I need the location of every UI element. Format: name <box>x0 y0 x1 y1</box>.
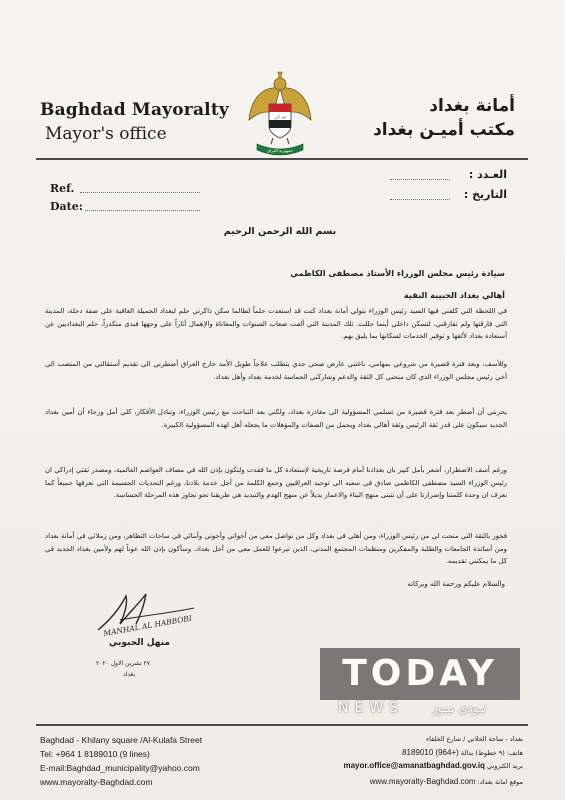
footer-website-ar-value[interactable]: www.mayoralty-Baghdad.com <box>369 777 476 786</box>
footer-rule <box>36 724 528 726</box>
footer-phone-en: Tel: +964 1 8189010 (9 lines) <box>40 749 150 759</box>
watermark-arabic: تـودي نيـوز <box>432 701 487 715</box>
emblem-text: جمهورية العراق <box>267 148 293 153</box>
svg-text:الله أكبر: الله أكبر <box>273 115 287 120</box>
footer-email-ar <box>293 761 523 770</box>
svg-text:MANHAL AL HABBOBI: MANHAL AL HABBOBI <box>102 613 193 638</box>
signatory-name: منهل الحبوبي <box>108 638 170 648</box>
footer-email-ar-value[interactable]: mayor.office@amanatbaghdad.gov.iq <box>343 761 485 770</box>
footer-website-en[interactable]: www.mayoralty-Baghdad.com <box>40 777 153 787</box>
paragraph: ورغم أسف الاضطرار، أشعر بأمل كبير بان بغدادنا أمام فرصة تاريخية لإستعادة كل ما فقدت ولتكون بإذن الله في مصاف العواصم العالمية، ومصدر ثقتي إدراكي ان رئيس الوزراء السيد مصطفى الكاظمي صادق في سعيه الى توحيد العراقيين وجمع الكلمة من أجل خدمة بلادنا، ورغم التحديات الجسيمة التي نعرفها جميعاً كما نعرف ان وحدة كلمتنا وإصرارنا على أن نتبنى منهج البناء والاعمار بديلاً عن منهج الهدم والتبديد هي طريقنا نحو تجاوز هذه المرحلة الحساسة. <box>45 466 507 500</box>
basmala: بسم الله الرحمن الرحيم <box>223 226 337 237</box>
greeting: أهالي بغداد الحبيبة النقية <box>403 290 505 300</box>
paragraph: وللأسف، وبعد فترة قصيرة من شروعي بمهامي، باغتني عارض صحي جدي يتطلب علاجاً طويل الأمد خارج العراق أضطرني الى تقديم أستقالتي من المنصب الى أخي رئيس مجلس الوزراء الذي كان منحني كل الثقة والدعم وشاركني الحماسة لخدمة بغداد وأهل بغداد. <box>45 360 507 381</box>
paragraph: يحزنني أن أضطر بعد فترة قصيرة من تسلمي المسؤولية الى مغادرة بغداد، ولكني بعد التباحث مع رئيس الوزراء، وتبادل الأفكار، كلي أمل ورجاء أن أمين بغداد الجديد سيكون على قدر ثقة الرئيس وثقة أهالي بغداد ويحمل من الصفات والمؤهلات ما يجعله أهل لهذه المسؤولية الكبيرة. <box>45 408 507 429</box>
ref-label: Ref. <box>50 182 75 195</box>
org-title-en: Baghdad Mayoralty <box>40 100 229 120</box>
date-ar-dotline <box>390 199 450 200</box>
paragraph: في اللحظة التي كلفني فيها السيد رئيس الوزراء بتولي أمانة بغداد كنت قد استعدت حلماً لطالما سكن ذاكرتي حلم لبغداد الجميلة الغافية على ضفة دجلة، المدينة التي فارقتها ولم تفارقني، لتسكن داخلي أينما حللت. تلك المدينة التي ألفت صعاب السنوات والمعاناة والإهمال آثاراً على وجهها فبدى متكدراً، حلم البغداديين عن أستعادة بغداد لألقها و توفير الخدمات لسكانها بما يليق بهم. <box>45 307 507 341</box>
closing-line: والسلام عليكم ورحمة الله وبركاته <box>407 580 505 588</box>
header-rule <box>36 158 528 160</box>
number-dotline <box>390 179 450 180</box>
footer-phone-ar-value: 8189010 (964+) <box>402 748 459 757</box>
footer-phone-ar <box>293 748 523 757</box>
date-label-ar: التاريخ : <box>463 188 507 201</box>
org-subtitle-en: Mayor's office <box>45 124 167 144</box>
footer-email-en[interactable]: E-mail:Baghdad_municipality@yahoo.com <box>40 763 200 773</box>
salutation: سيادة رئيس مجلس الوزراء الأستاذ مصطفى الكاظمي <box>290 268 505 278</box>
org-subtitle-ar: مكتب أميـن بغداد <box>373 120 515 140</box>
footer-phone-ar-label: هاتف: (٩ خطوط) بدالة <box>460 749 523 757</box>
signature-city: بغداد <box>122 671 135 678</box>
footer-email-ar-label: بريد الكتروني <box>487 762 523 770</box>
footer-address-en: Baghdad - Khilany square /Al-Kulafa Street <box>40 735 203 745</box>
signature-image <box>90 590 200 638</box>
iraq-emblem-icon <box>245 68 315 168</box>
footer-website-ar <box>293 777 523 786</box>
number-label-ar: العـدد : <box>468 168 507 181</box>
date-label: Date: <box>50 200 83 213</box>
footer-website-ar-label: موقع امانة بغداد: <box>477 778 523 786</box>
watermark-logo: TODAY <box>320 648 520 700</box>
watermark-news: NEWS <box>338 700 405 716</box>
signature-date: ٢٧ تشرين الاول ٢٠٢٠ <box>96 660 150 667</box>
ref-dotline <box>80 192 200 193</box>
org-title-ar: أمانة بغداد <box>429 96 515 116</box>
footer-address-ar: بغداد - ساحة الخلاني / شارع الخلفاء <box>426 735 523 743</box>
paragraph: فخور بالثقة التي منحت لي من رئيس الوزراء، ومن أهلي في بغداد وكل من تواصل معي من أخواتي وأخوتي وأبنائي في ساحات التظاهر، ومن زملائي في أمانة بغداد ومن أساتذة الجامعات والطلبة والمفكرين ومنظمات المجتمع المدني، الذين تبرعوا للعمل معي من أجل بغداد، وسأكون بإذن الله عوناً لهم ولأمين بغداد الجديد في كل ما يمكنني تقديمه. <box>45 532 507 566</box>
date-dotline <box>85 210 200 211</box>
